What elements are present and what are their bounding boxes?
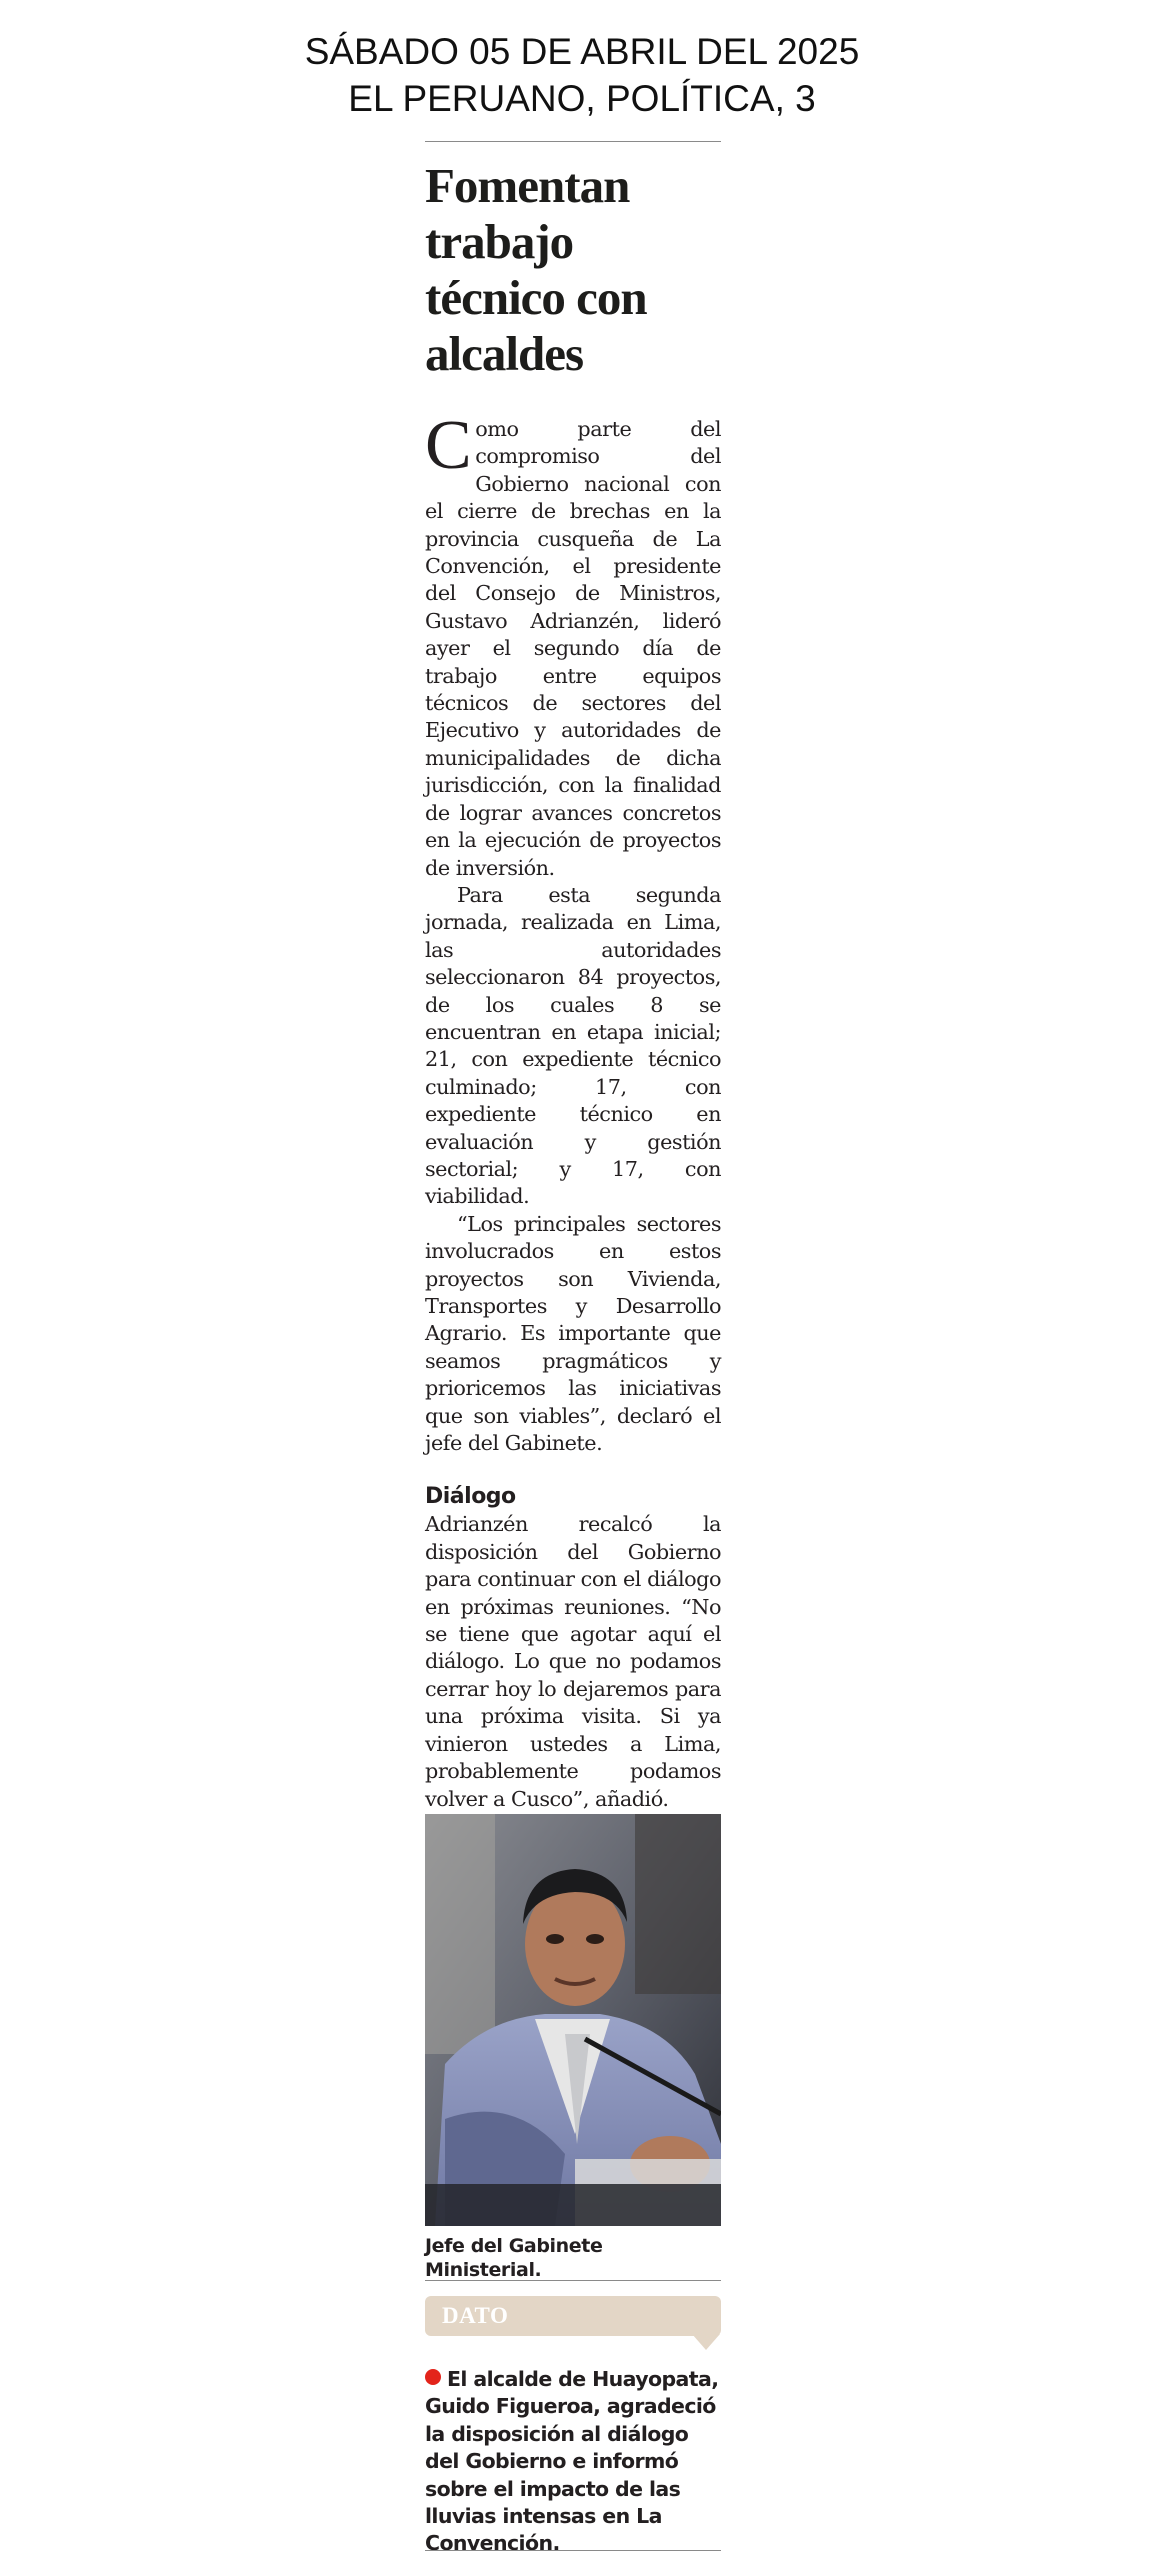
dato-box-tail bbox=[692, 2334, 720, 2350]
section-line: EL PERUANO, POLÍTICA, 3 bbox=[348, 78, 816, 119]
dato-text-block bbox=[425, 2366, 721, 2558]
article-body bbox=[425, 407, 721, 1950]
photo-caption: Jefe del Gabinete Ministerial. bbox=[425, 2235, 603, 2281]
paragraph-3: “Los principales sectores involucrados en estos proyectos son Vivienda, Transportes y Desarrollo Agrario. Es importante que seamos pragmáticos y prioricemos las iniciativas que son viables”, declaró el jefe del Gabinete. bbox=[425, 1211, 721, 1456]
dato-label: DATO bbox=[442, 2303, 509, 2328]
paragraph-1 bbox=[425, 407, 721, 882]
portrait-illustration bbox=[425, 1814, 721, 2226]
caption-divider bbox=[425, 2280, 721, 2281]
paragraph-2: Para esta segunda jornada, realizada en Lima, las autoridades seleccionaron 84 proyectos, de los cuales 8 se encuentran en etapa inicial; 21, con expediente técnico culminado; 17, con expediente técnico en evaluación y gestión sectorial; y 17, con viabilidad. bbox=[425, 882, 721, 1209]
paragraph-4: Adrianzén recalcó la disposición del Gobierno para continuar con el diálogo en próximas reuniones. “No se tiene que agotar aquí el diálogo. Lo que no podamos cerrar hoy lo dejaremos para una próxima visita. Si ya vinieron ustedes a Lima, probablemente podamos volver a Cusco”, añadió. bbox=[425, 1512, 721, 1811]
bottom-divider bbox=[425, 2550, 721, 2551]
article-headline: Fomentan trabajo técnico con alcaldes bbox=[425, 158, 647, 381]
date-line: SÁBADO 05 DE ABRIL DEL 2025 bbox=[304, 31, 860, 72]
subhead-dialogo: Diálogo bbox=[425, 1484, 516, 1510]
article-photo bbox=[425, 1814, 721, 2226]
dropcap: C bbox=[425, 407, 472, 484]
red-bullet-icon bbox=[425, 2369, 441, 2385]
dato-text: El alcalde de Huayopata, Guido Figueroa, agradeció la disposición al diálogo del Gobierno e informó sobre el impacto de las lluvias intensas en La Convención. bbox=[425, 2367, 719, 2556]
paragraph-1-text: omo parte del compromiso del Gobierno nacional con el cierre de brechas en la provincia cusqueña de La Convención, el presidente del Consejo de Ministros, Gustavo Adrianzén, lideró ayer el segundo día de trabajo entre equipos técnicos de sectores del Ejecutivo y autoridades de municipalidades de dicha jurisdicción, con la finalidad de lograr avances concretos en la ejecución de proyectos de inversión. bbox=[425, 417, 721, 880]
top-divider bbox=[425, 141, 721, 142]
page-header bbox=[0, 28, 1164, 122]
